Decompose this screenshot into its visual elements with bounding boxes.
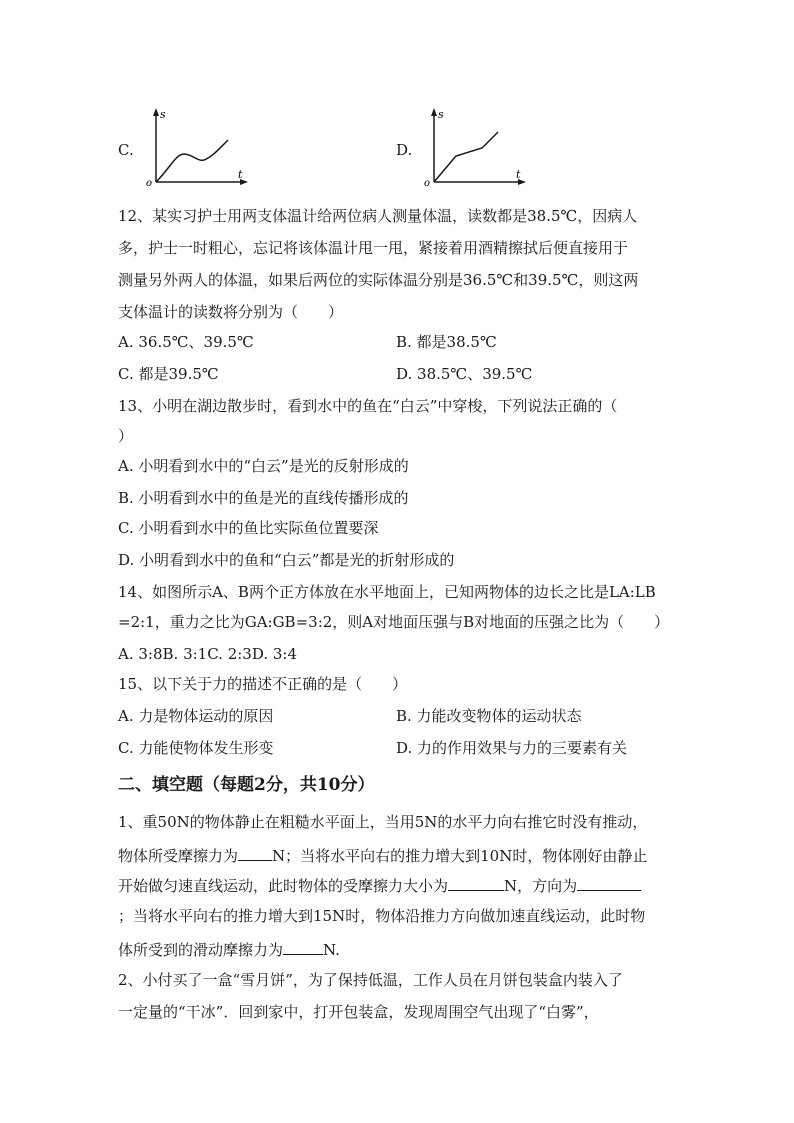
q12-line-4: 支体温计的读数将分别为（ ） bbox=[118, 303, 344, 321]
q13-line-2: ） bbox=[118, 427, 134, 445]
origin-label: o bbox=[146, 178, 153, 188]
q13-option-b: B. 小明看到水中的鱼是光的直线传播形成的 bbox=[118, 489, 409, 507]
f1-blank-2[interactable] bbox=[448, 874, 504, 891]
graph-d-svg bbox=[420, 104, 530, 188]
graph-c-svg bbox=[142, 104, 252, 188]
y-axis-arrow bbox=[153, 108, 159, 116]
q14-line-2: =2:1，重力之比为GA:GB=3:2，则A对地面压强与B对地面的压强之比为（ ） bbox=[118, 613, 670, 631]
f1-line-3-text-a: 开始做匀速直线运动，此时物体的受摩擦力大小为 bbox=[118, 877, 449, 895]
f1-line-5-text-b: N. bbox=[323, 941, 340, 959]
option-d-label: D. bbox=[396, 141, 413, 159]
axis-s-label: s bbox=[160, 108, 166, 121]
f1-line-5-text-a: 体所受到的滑动摩擦力为 bbox=[118, 941, 284, 959]
origin-label: o bbox=[424, 178, 431, 188]
q14-line-1: 14、如图所示A、B两个正方体放在水平地面上，已知两物体的边长之比是LA:LB bbox=[118, 583, 656, 601]
q13-line-1: 13、小明在湖边散步时，看到水中的鱼在“白云”中穿梭，下列说法正确的（ bbox=[118, 397, 618, 415]
f1-blank-1[interactable] bbox=[238, 844, 272, 861]
option-c-label: C. bbox=[118, 141, 134, 159]
f1-line-4: ；当将水平向右的推力增大到15N时，物体沿推力方向做加速直线运动，此时物 bbox=[118, 907, 646, 925]
q15-line-1: 15、以下关于力的描述不正确的是（ ） bbox=[118, 675, 408, 693]
f1-blank-4[interactable] bbox=[283, 938, 323, 955]
graph-option-c bbox=[142, 104, 252, 188]
q15-option-a: A. 力是物体运动的原因 bbox=[118, 707, 274, 725]
q13-option-d: D. 小明看到水中的鱼和“白云”都是光的折射形成的 bbox=[118, 551, 455, 569]
axis-t-label: t bbox=[516, 168, 521, 181]
q12-line-1: 12、某实习护士用两支体温计给两位病人测量体温，读数都是38.5℃，因病人 bbox=[118, 207, 638, 225]
f2-line-2: 一定量的“干冰”．回到家中，打开包装盒，发现周围空气出现了“白雾”， bbox=[118, 1003, 599, 1021]
q12-option-c: C. 都是39.5℃ bbox=[118, 365, 219, 383]
q12-option-b: B. 都是38.5℃ bbox=[396, 333, 497, 351]
f1-line-2 bbox=[118, 844, 647, 866]
f2-line-1: 2、小付买了一盒“雪月饼”，为了保持低温，工作人员在月饼包装盒内装入了 bbox=[118, 971, 623, 989]
section-2-heading: 二、填空题（每题2分，共10分） bbox=[118, 775, 375, 795]
f1-line-3-text-b: N，方向为 bbox=[504, 877, 578, 895]
f1-line-3 bbox=[118, 874, 641, 896]
axis-t-label: t bbox=[238, 168, 243, 181]
q15-option-c: C. 力能使物体发生形变 bbox=[118, 739, 274, 757]
graph-option-d bbox=[420, 104, 530, 188]
q15-option-d: D. 力的作用效果与力的三要素有关 bbox=[396, 739, 628, 757]
q13-option-a: A. 小明看到水中的“白云”是光的反射形成的 bbox=[118, 457, 409, 475]
q12-option-d: D. 38.5℃、39.5℃ bbox=[396, 365, 533, 383]
f1-blank-3[interactable] bbox=[577, 874, 641, 891]
q12-line-2: 多，护士一时粗心，忘记将该体温计甩一甩，紧接着用酒精擦拭后便直接用于 bbox=[118, 239, 629, 257]
q12-line-3: 测量另外两人的体温，如果后两位的实际体温分别是36.5℃和39.5℃，则这两 bbox=[118, 271, 639, 289]
f1-line-5 bbox=[118, 938, 340, 960]
f1-line-2-text-b: N；当将水平向右的推力增大到10N时，物体刚好由静止 bbox=[272, 847, 648, 865]
q14-options: A. 3:8B. 3:1C. 2:3D. 3:4 bbox=[118, 645, 297, 663]
f1-line-2-text-a: 物体所受摩擦力为 bbox=[118, 847, 239, 865]
q15-option-b: B. 力能改变物体的运动状态 bbox=[396, 707, 582, 725]
graph-polyline bbox=[434, 132, 498, 182]
axis-s-label: s bbox=[438, 108, 444, 121]
q13-option-c: C. 小明看到水中的鱼比实际鱼位置要深 bbox=[118, 519, 379, 537]
y-axis-arrow bbox=[431, 108, 437, 116]
graph-curve bbox=[156, 140, 228, 182]
q12-option-a: A. 36.5℃、39.5℃ bbox=[118, 333, 254, 351]
f1-line-1: 1、重50N的物体静止在粗糙水平面上，当用5N的水平力向右推它时没有推动， bbox=[118, 813, 648, 831]
